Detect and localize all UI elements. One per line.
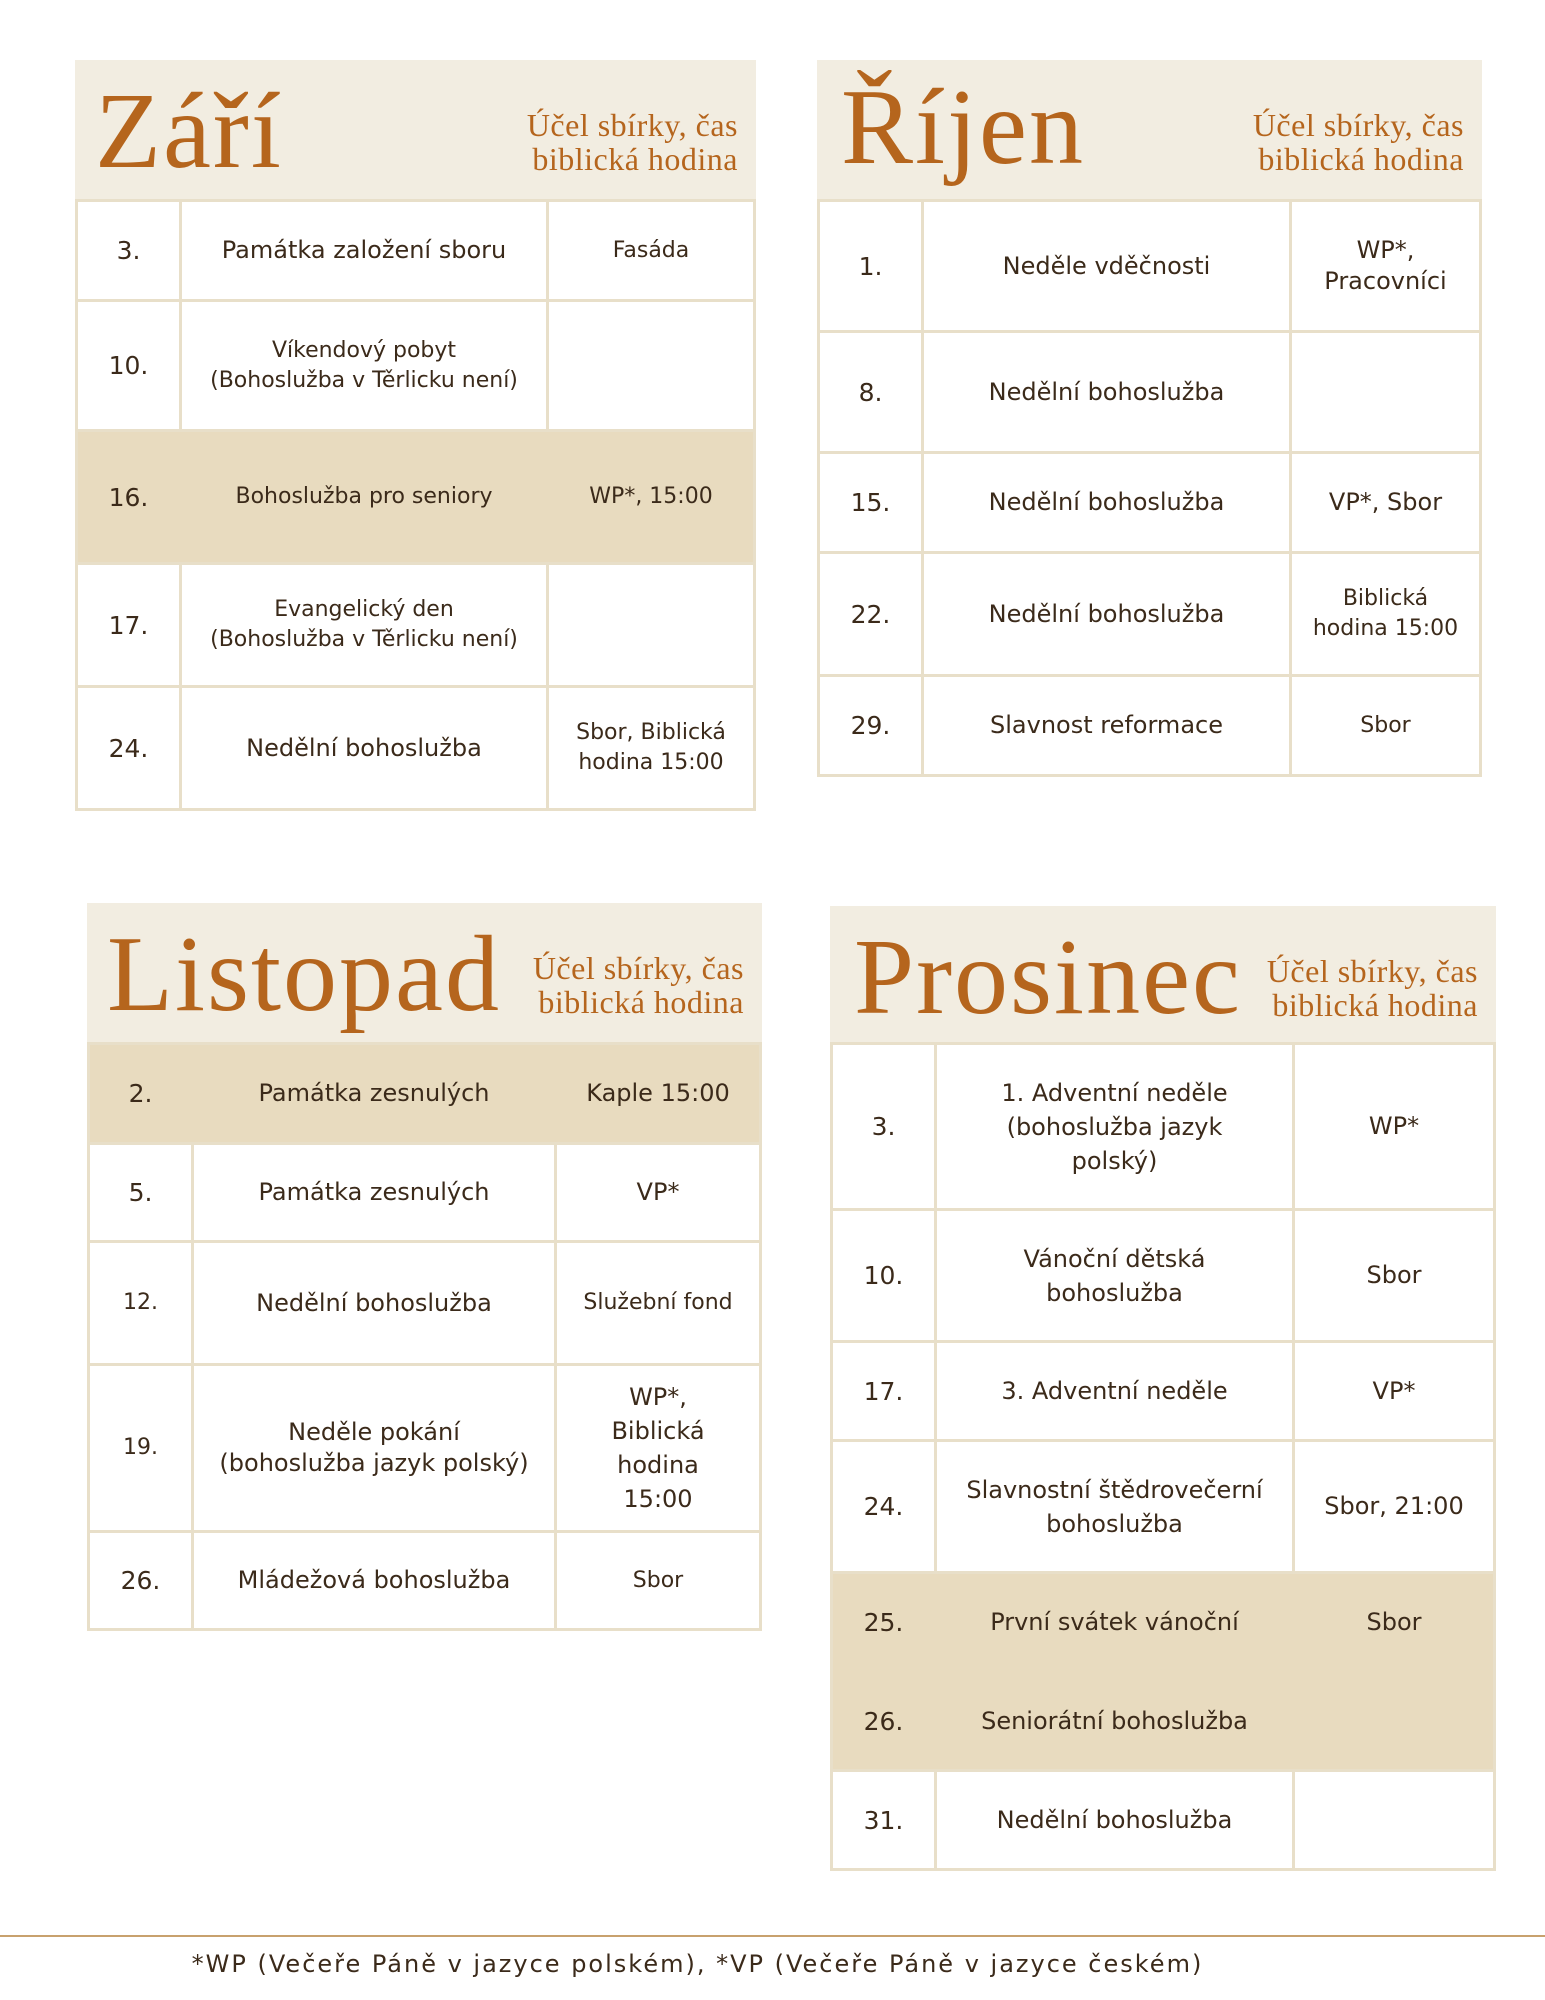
event-cell: Památka zesnulých (258, 1079, 490, 1107)
info-cell: Sbor (554, 1533, 759, 1628)
info-cell: Sbor, 21:00 (1292, 1442, 1493, 1571)
info-cell: WP* (1292, 1045, 1493, 1208)
info-cell: Sbor (1366, 1607, 1422, 1636)
event-cell: Nedělní bohoslužba (921, 333, 1289, 451)
date-cell: 22. (850, 599, 891, 629)
column-header: Účel sbírky, čas biblická hodina (1266, 953, 1478, 1023)
event-cell: Nedělní bohoslužba (921, 454, 1289, 551)
footer-divider (0, 1935, 1545, 1937)
table-row (833, 1042, 1493, 1208)
date-cell: 17. (863, 1376, 904, 1406)
month-title: Prosinec (854, 918, 1242, 1037)
month-header (830, 906, 1496, 1042)
column-header: Účel sbírky, čas biblická hodina (526, 107, 738, 177)
event-cell: 1. Adventní neděle (bohoslužba jazyk polský) (934, 1045, 1292, 1208)
column-header: Účel sbírky, čas biblická hodina (532, 950, 744, 1020)
table-row (78, 199, 753, 299)
date-cell: 26. (863, 1706, 904, 1736)
date-cell: 12. (123, 1290, 158, 1315)
november-block (87, 903, 762, 1631)
date-cell: 24. (108, 733, 149, 763)
event-cell: Nedělní bohoslužba (934, 1772, 1292, 1868)
table-row (820, 674, 1479, 774)
info-cell: VP* (554, 1145, 759, 1240)
event-cell: Slavnostní štědrovečerní bohoslužba (934, 1442, 1292, 1571)
event-cell: Nedělní bohoslužba (191, 1243, 554, 1363)
schedule-table (830, 1042, 1496, 1871)
table-row (820, 199, 1479, 330)
date-cell: 8. (858, 377, 883, 407)
date-cell: 3. (116, 236, 141, 265)
event-cell: Mládežová bohoslužba (191, 1533, 554, 1628)
september-block (75, 60, 756, 811)
event-cell: Vánoční dětská bohoslužba (934, 1211, 1292, 1340)
event-cell: Bohoslužba pro seniory (235, 484, 493, 509)
info-cell: WP*, Biblická hodina 15:00 (554, 1366, 759, 1530)
date-cell: 16. (108, 482, 149, 512)
december-block (830, 906, 1496, 1871)
info-cell: WP*, 15:00 (589, 484, 713, 509)
month-title: Říjen (841, 68, 1085, 187)
october-block (817, 60, 1482, 777)
table-row (90, 1240, 759, 1363)
schedule-table (817, 199, 1482, 777)
table-row (78, 299, 753, 429)
date-cell: 15. (850, 488, 891, 517)
info-cell: Sbor, Biblická hodina 15:00 (546, 688, 753, 808)
table-row (833, 1208, 1493, 1340)
footnote: *WP (Večeře Páně v jazyce polském), *VP (Večeře Páně v jazyce českém) (191, 1950, 1204, 1978)
event-cell: 3. Adventní neděle (934, 1343, 1292, 1439)
table-row (78, 685, 753, 808)
table-row (820, 330, 1479, 451)
table-row (90, 1363, 759, 1530)
date-cell: 29. (850, 711, 891, 740)
table-row (833, 1439, 1493, 1571)
info-cell (546, 302, 753, 429)
month-title: Září (95, 72, 283, 191)
info-cell: Sbor (1289, 677, 1479, 774)
date-cell: 26. (120, 1566, 161, 1595)
event-cell: Neděle pokání (bohoslužba jazyk polský) (191, 1366, 554, 1530)
table-row (820, 551, 1479, 674)
date-cell: 24. (863, 1492, 904, 1521)
info-cell: VP*, Sbor (1289, 454, 1479, 551)
table-row (90, 1530, 759, 1628)
date-cell: 10. (863, 1261, 904, 1290)
date-cell: 10. (108, 351, 149, 380)
month-title: Listopad (107, 915, 501, 1034)
info-cell: WP*, Pracovníci (1289, 202, 1479, 330)
table-row (833, 1340, 1493, 1439)
event-cell: Slavnost reformace (921, 677, 1289, 774)
month-header (87, 903, 762, 1042)
table-row (820, 451, 1479, 551)
table-row (833, 1769, 1493, 1868)
table-row-highlighted (833, 1670, 1493, 1769)
month-header (75, 60, 756, 199)
date-cell: 3. (871, 1112, 896, 1141)
date-cell: 17. (108, 610, 149, 640)
schedule-table (75, 199, 756, 811)
info-cell (1292, 1772, 1493, 1868)
event-cell: Památka zesnulých (191, 1145, 554, 1240)
date-cell: 1. (858, 251, 883, 281)
event-cell: Nedělní bohoslužba (921, 554, 1289, 674)
info-cell: VP* (1292, 1343, 1493, 1439)
date-cell: 31. (863, 1805, 904, 1835)
info-cell: Biblická hodina 15:00 (1289, 554, 1479, 674)
table-row-highlighted (833, 1571, 1493, 1670)
table-row (78, 562, 753, 685)
table-row-highlighted (90, 1042, 759, 1142)
date-cell: 2. (128, 1079, 153, 1108)
info-cell (1292, 1673, 1493, 1769)
event-cell: Památka založení sboru (179, 202, 546, 299)
info-cell: Sbor (1292, 1211, 1493, 1340)
event-cell: Evangelický den (Bohoslužba v Těrlicku není) (179, 565, 546, 685)
table-row-highlighted (78, 429, 753, 562)
info-cell (546, 565, 753, 685)
info-cell (1289, 333, 1479, 451)
schedule-table (87, 1042, 762, 1631)
column-header: Účel sbírky, čas biblická hodina (1252, 107, 1464, 177)
date-cell: 5. (128, 1178, 153, 1207)
info-cell: Kaple 15:00 (586, 1079, 730, 1107)
event-cell: Seniorátní bohoslužba (981, 1706, 1248, 1735)
event-cell: Neděle vděčnosti (921, 202, 1289, 330)
info-cell: Služební fond (554, 1243, 759, 1363)
event-cell: První svátek vánoční (990, 1607, 1239, 1636)
month-header (817, 60, 1482, 199)
table-row (90, 1142, 759, 1240)
date-cell: 19. (123, 1435, 158, 1460)
event-cell: Nedělní bohoslužba (179, 688, 546, 808)
info-cell: Fasáda (546, 202, 753, 299)
date-cell: 25. (863, 1607, 904, 1637)
event-cell: Víkendový pobyt (Bohoslužba v Těrlicku není) (179, 302, 546, 429)
